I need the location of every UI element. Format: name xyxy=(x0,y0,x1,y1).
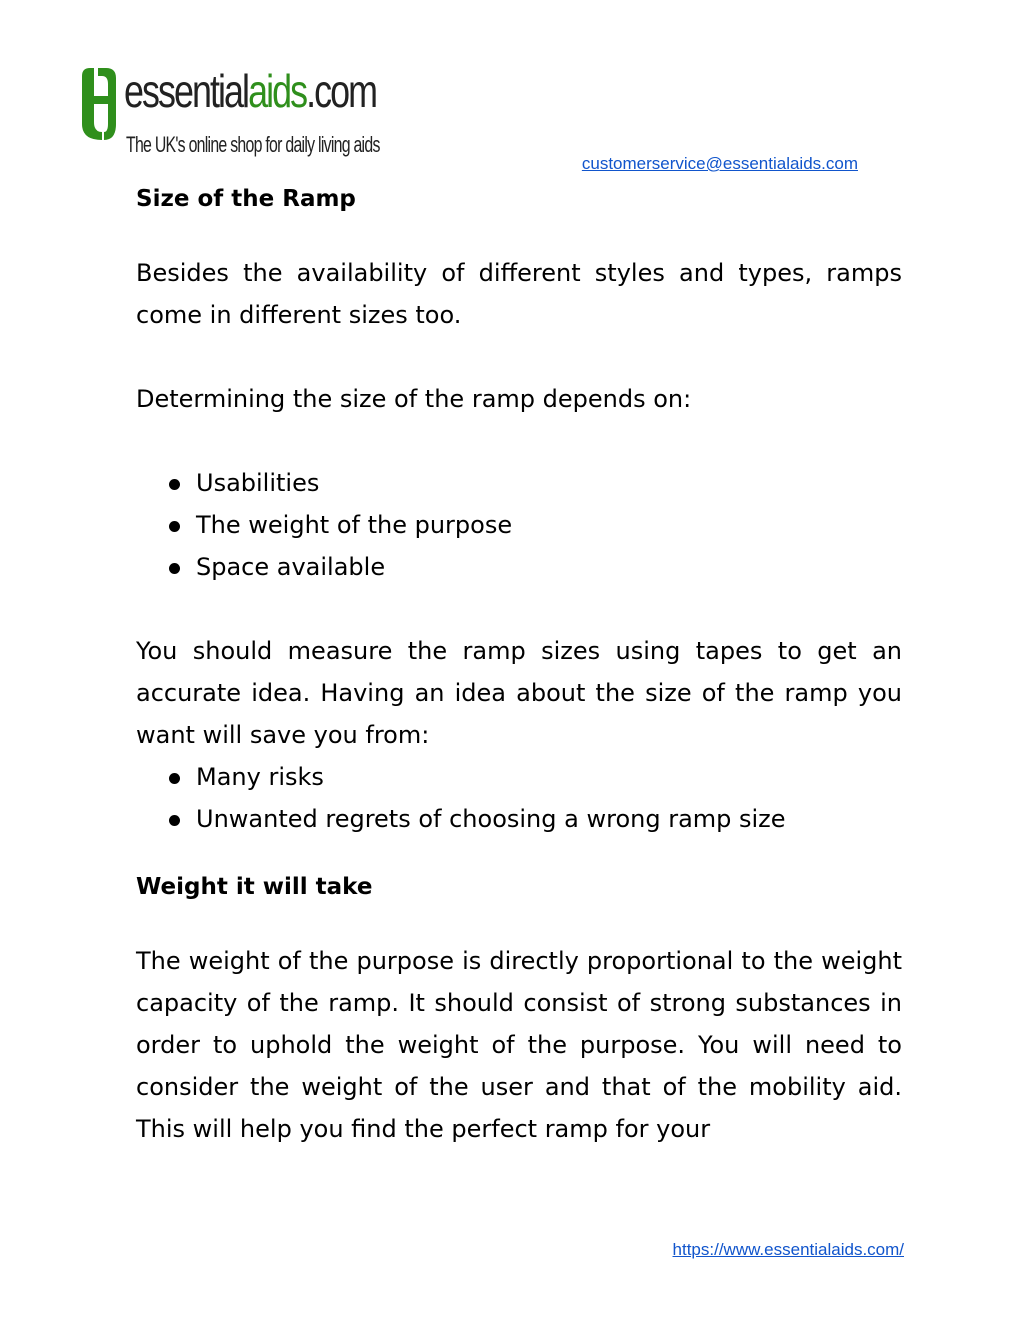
footer-url-link[interactable]: https://www.essentialaids.com/ xyxy=(672,1240,904,1259)
list-item-text: Unwanted regrets of choosing a wrong ramp size xyxy=(196,805,786,833)
list-item xyxy=(136,756,902,798)
bullet-icon xyxy=(169,563,180,574)
spacer xyxy=(136,588,902,630)
logo-mark-icon xyxy=(78,62,120,146)
save-list xyxy=(136,756,902,840)
list-item xyxy=(136,798,902,840)
spacer xyxy=(136,908,902,940)
list-item xyxy=(136,504,902,546)
paragraph-measure: You should measure the ramp sizes using tapes to get an accurate idea. Having an idea about the size of the ramp you want will save you from: xyxy=(136,637,902,749)
logo-wordmark-aids: aids xyxy=(248,65,307,117)
logo-wordmark-essential: essential xyxy=(124,65,249,117)
logo xyxy=(78,58,380,170)
list-item-text: Usabilities xyxy=(196,469,320,497)
logo-wordmark-com: .com xyxy=(306,65,377,117)
bullet-icon xyxy=(169,521,180,532)
document-body xyxy=(136,178,902,1150)
paragraph-intro: Besides the availability of different styles and types, ramps come in different sizes too. xyxy=(136,259,902,329)
bullet-icon xyxy=(169,815,180,826)
section-heading-size: Size of the Ramp xyxy=(136,186,356,212)
bullet-icon xyxy=(169,773,180,784)
email-link[interactable]: customerservice@essentialaids.com xyxy=(581,154,858,173)
list-item-text: Space available xyxy=(196,553,386,581)
paragraph-weight: The weight of the purpose is directly proportional to the weight capacity of the ramp. It should consist of strong substances in order to uphold the weight of the purpose. You will need to consider the weight of the user and that of the mobility aid. This will help you find the perfect ramp for your xyxy=(136,947,902,1143)
paragraph-depends: Determining the size of the ramp depends on: xyxy=(136,385,692,413)
list-item-text: Many risks xyxy=(196,763,324,791)
depends-list xyxy=(136,462,902,588)
logo-wordmark xyxy=(124,58,376,124)
spacer xyxy=(136,420,902,462)
bullet-icon xyxy=(169,479,180,490)
spacer xyxy=(136,220,902,252)
spacer xyxy=(136,840,902,866)
list-item xyxy=(136,546,902,588)
section-heading-weight: Weight it will take xyxy=(136,874,373,900)
logo-tagline: The UK's online shop for daily living aids xyxy=(126,132,380,157)
spacer xyxy=(136,336,902,378)
list-item xyxy=(136,462,902,504)
list-item-text: The weight of the purpose xyxy=(196,511,513,539)
